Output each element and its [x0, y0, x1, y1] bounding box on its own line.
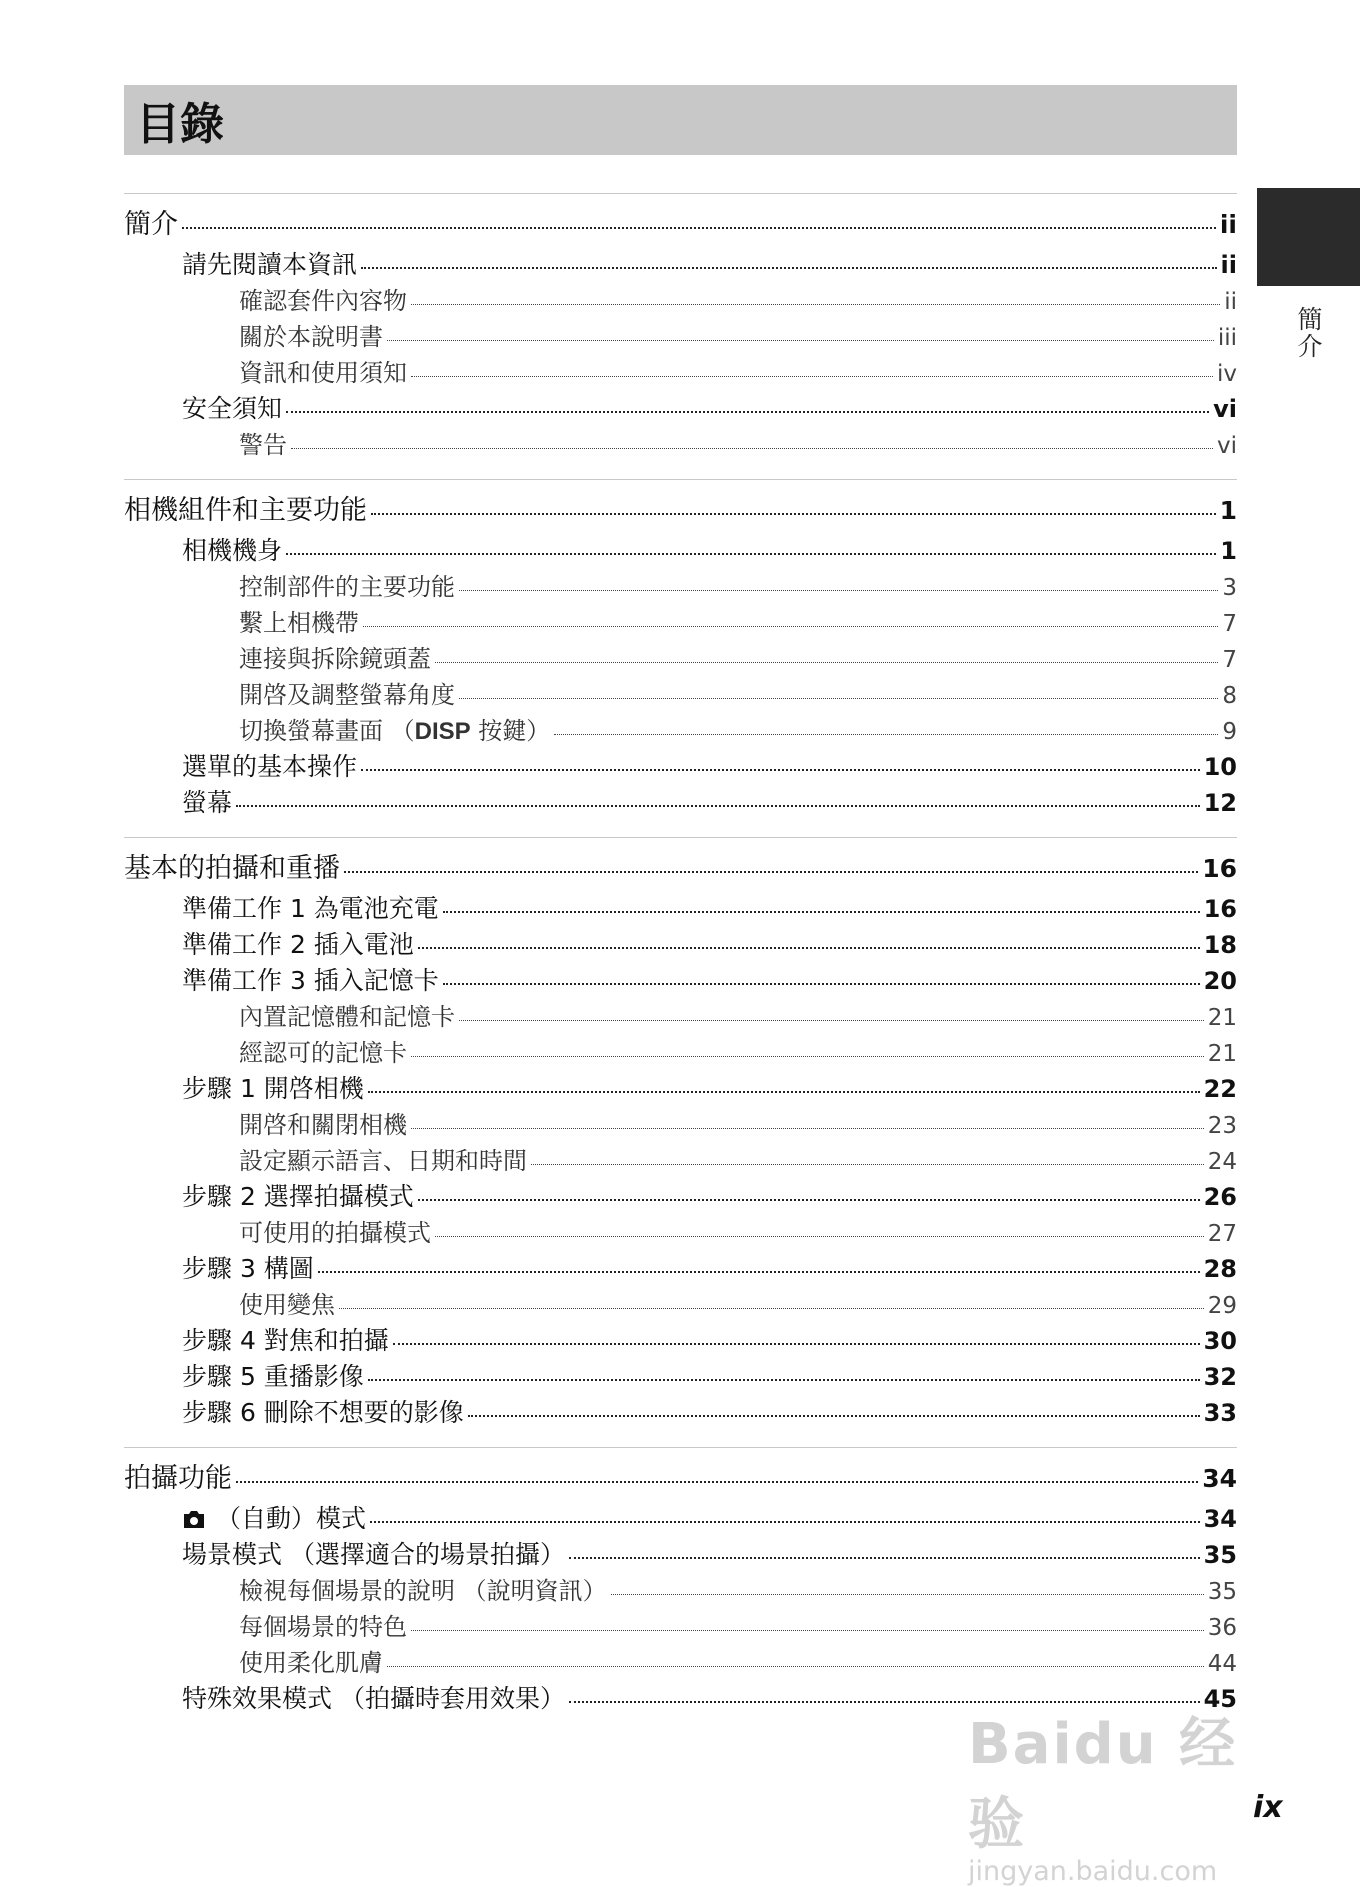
- toc-entry-text: 場景模式 （選擇適合的場景拍攝）: [182, 1540, 565, 1569]
- toc-entry-text: 經認可的記憶卡: [239, 1039, 407, 1067]
- toc-page-number: 27: [1207, 1221, 1237, 1247]
- toc-item[interactable]: [124, 1357, 1237, 1393]
- dot-leader: [344, 871, 1198, 873]
- toc-entry-label: [182, 1535, 565, 1571]
- toc-page-number: 30: [1203, 1327, 1237, 1355]
- dot-leader: [443, 911, 1200, 913]
- dot-leader: [459, 590, 1218, 591]
- toc-item[interactable]: [124, 1069, 1237, 1105]
- dot-leader: [236, 805, 1200, 807]
- dot-leader: [418, 1199, 1200, 1201]
- toc-page-number: 18: [1203, 931, 1237, 959]
- dot-leader: [418, 947, 1200, 949]
- toc-section: [124, 193, 1237, 469]
- toc-entry-text: 每個場景的特色: [239, 1613, 407, 1641]
- dot-leader: [368, 1091, 1200, 1093]
- toc-entry-label: [182, 925, 414, 961]
- dot-leader: [286, 411, 1209, 413]
- toc-page-number: 24: [1207, 1149, 1237, 1175]
- toc-entry-text: 控制部件的主要功能: [239, 573, 455, 601]
- toc-entry-label: [239, 997, 455, 1032]
- toc-page-number: 22: [1203, 1075, 1237, 1103]
- toc-item[interactable]: [124, 925, 1237, 961]
- dot-leader: [387, 1666, 1204, 1667]
- toc-item[interactable]: [124, 889, 1237, 925]
- toc-page-number: 33: [1203, 1399, 1237, 1427]
- toc-entry-label: [239, 425, 287, 460]
- toc-entry-text: 連接與拆除鏡頭蓋: [239, 645, 431, 673]
- toc-page-number: 23: [1207, 1113, 1237, 1139]
- toc-page-number: 12: [1203, 789, 1237, 817]
- dot-leader: [370, 1521, 1200, 1523]
- toc-chapter[interactable]: [124, 1456, 1237, 1499]
- toc-subitem[interactable]: [124, 711, 1237, 747]
- toc-entry-text: 可使用的拍攝模式: [239, 1219, 431, 1247]
- dot-leader: [286, 553, 1216, 555]
- toc-page-number: vi: [1216, 433, 1237, 459]
- toc-entry-label: [239, 1571, 607, 1606]
- dot-leader: [318, 1271, 1200, 1273]
- toc-entry-label: [239, 317, 383, 352]
- dot-leader: [435, 1236, 1204, 1237]
- toc-entry-text: 步驟 5 重播影像: [182, 1362, 364, 1391]
- toc-chapter[interactable]: [124, 202, 1237, 245]
- toc-entry-label: [182, 1069, 364, 1105]
- toc-subitem[interactable]: [124, 1643, 1237, 1679]
- toc-subitem[interactable]: [124, 1141, 1237, 1177]
- dot-leader: [411, 1128, 1204, 1129]
- toc-page-number: 34: [1203, 1505, 1237, 1533]
- toc-item[interactable]: [124, 961, 1237, 997]
- toc-section: [124, 837, 1237, 1437]
- toc-page-number: 1: [1219, 496, 1237, 525]
- toc-entry-label: [239, 603, 359, 638]
- toc-entry-text: 使用柔化肌膚: [239, 1649, 383, 1677]
- toc-entry-text: 準備工作 1 為電池充電: [182, 894, 439, 923]
- toc-subitem[interactable]: [124, 1213, 1237, 1249]
- toc-entry-label: [124, 488, 367, 527]
- toc-page-number: vi: [1213, 395, 1237, 423]
- toc-subitem[interactable]: [124, 675, 1237, 711]
- toc-entry-text: （自動）模式: [216, 1504, 367, 1533]
- toc-entry-label-post: 按鍵）: [470, 717, 551, 745]
- page-title: 目錄: [136, 99, 224, 150]
- toc-page-number: 16: [1203, 895, 1237, 923]
- toc-item[interactable]: [124, 1321, 1237, 1357]
- toc-page-number: 36: [1207, 1615, 1237, 1641]
- toc-chapter[interactable]: [124, 846, 1237, 889]
- toc-subitem[interactable]: [124, 1033, 1237, 1069]
- toc-page-number: 21: [1207, 1041, 1237, 1067]
- toc-entry-label: [182, 1393, 464, 1429]
- toc-entry-label: [239, 567, 455, 602]
- toc-entry-text: 準備工作 3 插入記憶卡: [182, 966, 439, 995]
- toc-page-number: iii: [1217, 325, 1237, 351]
- toc-item[interactable]: [124, 783, 1237, 819]
- dot-leader: [411, 304, 1220, 305]
- toc-entry-text: 繫上相機帶: [239, 609, 359, 637]
- toc-entry-label: [182, 1321, 389, 1357]
- toc-entry-label: [239, 711, 550, 746]
- dot-leader: [411, 376, 1213, 377]
- toc-entry-label-pre: 切換螢幕畫面 （: [239, 717, 415, 745]
- dot-leader: [387, 340, 1214, 341]
- toc-entry-text: 使用變焦: [239, 1291, 335, 1319]
- toc-entry-text: 資訊和使用須知: [239, 359, 407, 387]
- dot-leader: [443, 983, 1200, 985]
- toc-entry-label: [239, 1285, 335, 1320]
- dot-leader: [554, 734, 1218, 735]
- toc-entry-text: 拍攝功能: [124, 1463, 232, 1494]
- dot-leader: [361, 267, 1217, 269]
- toc-entry-text: 步驟 2 選擇拍攝模式: [182, 1182, 414, 1211]
- toc-page-number: ii: [1224, 289, 1237, 315]
- toc-entry-text: 內置記憶體和記憶卡: [239, 1003, 455, 1031]
- dot-leader: [393, 1343, 1200, 1345]
- toc-entry-text: 檢視每個場景的說明 （說明資訊）: [239, 1577, 607, 1605]
- toc-section-body: [124, 480, 1237, 827]
- dot-leader: [182, 227, 1216, 229]
- toc-subitem[interactable]: [124, 1607, 1237, 1643]
- toc-entry-text: 關於本說明書: [239, 323, 383, 351]
- toc-page-number: 7: [1222, 647, 1237, 673]
- watermark-main: Baidu 经验: [968, 1712, 1238, 1857]
- toc-page-number: 7: [1222, 611, 1237, 637]
- toc-entry-label: [182, 389, 282, 425]
- toc-section-body: [124, 1448, 1237, 1723]
- toc-page-number: 44: [1207, 1651, 1237, 1677]
- toc-entry-text: 基本的拍攝和重播: [124, 853, 340, 884]
- toc-entry-label: [124, 1456, 232, 1495]
- toc-entry-label: [182, 747, 357, 783]
- toc-page-number: 32: [1203, 1363, 1237, 1391]
- toc-entry-text: 步驟 6 刪除不想要的影像: [182, 1398, 464, 1427]
- toc-subitem[interactable]: [124, 997, 1237, 1033]
- toc-entry-text: 確認套件內容物: [239, 287, 407, 315]
- dot-leader: [236, 1481, 1198, 1483]
- dot-leader: [371, 513, 1216, 515]
- toc-subitem[interactable]: [124, 567, 1237, 603]
- toc-entry-label: [182, 783, 232, 819]
- dot-leader: [531, 1164, 1204, 1165]
- toc-page-number: 10: [1203, 753, 1237, 781]
- toc-entry-text: 相機機身: [182, 536, 283, 565]
- toc-entry-text: 準備工作 2 插入電池: [182, 930, 414, 959]
- toc-entry-label: [182, 245, 357, 281]
- dot-leader: [291, 448, 1213, 449]
- toc-entry-label: [182, 1249, 314, 1285]
- toc-page-number: 28: [1203, 1255, 1237, 1283]
- toc-subitem[interactable]: [124, 281, 1237, 317]
- toc-item[interactable]: [124, 531, 1237, 567]
- toc-subitem[interactable]: [124, 317, 1237, 353]
- dot-leader: [339, 1308, 1204, 1309]
- toc-subitem[interactable]: [124, 603, 1237, 639]
- toc-page-number: 20: [1203, 967, 1237, 995]
- toc-item[interactable]: [124, 245, 1237, 281]
- dot-leader: [569, 1557, 1200, 1559]
- toc-entry-text: 相機組件和主要功能: [124, 495, 367, 526]
- toc-entry-label: [182, 1679, 565, 1715]
- watermark-url: jingyan.baidu.com: [968, 1856, 1218, 1887]
- toc-subitem[interactable]: [124, 425, 1237, 461]
- toc-entry-text: 開啓和關閉相機: [239, 1111, 407, 1139]
- toc-page-number: 45: [1203, 1685, 1237, 1713]
- title-bar: [124, 85, 1237, 155]
- toc-entry-label: [182, 1357, 364, 1393]
- toc-item[interactable]: [124, 1535, 1237, 1571]
- dot-leader: [459, 1020, 1204, 1021]
- toc-entry-text: 安全須知: [182, 394, 283, 423]
- toc-entry-text: 設定顯示語言、日期和時間: [239, 1147, 527, 1175]
- dot-leader: [363, 626, 1218, 627]
- toc-entry-label: [182, 1177, 414, 1213]
- toc-entry-text: 開啓及調整螢幕角度: [239, 681, 455, 709]
- toc-entry-label: [239, 1033, 407, 1068]
- disp-key-label: DISP: [414, 718, 471, 745]
- toc-item[interactable]: [124, 389, 1237, 425]
- side-tab-block: [1257, 188, 1360, 286]
- toc-page-number: 26: [1203, 1183, 1237, 1211]
- toc-page-number: 29: [1207, 1293, 1237, 1319]
- toc-entry-label: [182, 889, 439, 925]
- toc-page-number: 8: [1222, 683, 1237, 709]
- toc-section: [124, 479, 1237, 827]
- toc-page-number: 16: [1202, 854, 1237, 883]
- toc-entry-label: [239, 1607, 407, 1642]
- toc-entry-label: [239, 639, 431, 674]
- table-of-contents: [124, 193, 1237, 1723]
- camera-icon: [182, 1507, 206, 1537]
- side-tab-label: 簡介: [1294, 306, 1323, 360]
- toc-subitem[interactable]: [124, 1571, 1237, 1607]
- watermark: [968, 1700, 1268, 1887]
- toc-subitem[interactable]: [124, 353, 1237, 389]
- toc-entry-text: 步驟 4 對焦和拍攝: [182, 1326, 389, 1355]
- toc-page-number: 3: [1222, 575, 1237, 601]
- toc-page-number: 34: [1202, 1464, 1237, 1493]
- toc-entry-label: [124, 846, 340, 885]
- toc-page-number: 9: [1222, 719, 1237, 745]
- toc-page-number: ii: [1219, 210, 1237, 239]
- toc-entry-label: [239, 1105, 407, 1140]
- toc-item[interactable]: [124, 1249, 1237, 1285]
- toc-page-number: 35: [1207, 1579, 1237, 1605]
- toc-item[interactable]: [124, 1393, 1237, 1429]
- toc-entry-text: 螢幕: [182, 788, 233, 817]
- toc-item[interactable]: [124, 1177, 1237, 1213]
- dot-leader: [368, 1379, 1200, 1381]
- toc-entry-label: [182, 1499, 366, 1537]
- dot-leader: [468, 1415, 1200, 1417]
- dot-leader: [411, 1056, 1204, 1057]
- toc-entry-text: 警告: [239, 431, 287, 459]
- dot-leader: [435, 662, 1218, 663]
- toc-entry-label: [239, 353, 407, 388]
- toc-entry-text: 步驟 1 開啓相機: [182, 1074, 364, 1103]
- toc-page-number: 21: [1207, 1005, 1237, 1031]
- dot-leader: [459, 698, 1218, 699]
- toc-entry-label: [239, 1141, 527, 1176]
- toc-subitem[interactable]: [124, 1285, 1237, 1321]
- toc-entry-label: [239, 1643, 383, 1678]
- toc-entry-label: [182, 961, 439, 997]
- toc-entry-label: [239, 281, 407, 316]
- dot-leader: [361, 769, 1200, 771]
- toc-entry-text: 請先閱讀本資訊: [182, 250, 358, 279]
- toc-item[interactable]: [124, 1499, 1237, 1535]
- dot-leader: [411, 1630, 1204, 1631]
- toc-entry-text: 選單的基本操作: [182, 752, 358, 781]
- toc-entry-text: 特殊效果模式 （拍攝時套用效果）: [182, 1684, 565, 1713]
- dot-leader: [611, 1594, 1204, 1595]
- toc-section: [124, 1447, 1237, 1723]
- toc-section-body: [124, 194, 1237, 469]
- toc-page-number: 1: [1220, 537, 1237, 565]
- toc-subitem[interactable]: [124, 1105, 1237, 1141]
- toc-entry-text: 步驟 3 構圖: [182, 1254, 314, 1283]
- toc-section-body: [124, 838, 1237, 1437]
- page-number: ix: [1253, 1790, 1283, 1825]
- toc-chapter[interactable]: [124, 488, 1237, 531]
- toc-entry-label: [124, 202, 178, 241]
- toc-entry-label: [239, 1213, 431, 1248]
- toc-entry-label: [182, 531, 282, 567]
- toc-entry-label: [239, 675, 455, 710]
- toc-page-number: iv: [1216, 361, 1237, 387]
- toc-item[interactable]: [124, 747, 1237, 783]
- toc-page-number: ii: [1220, 251, 1237, 279]
- toc-entry-text: 簡介: [124, 209, 178, 240]
- toc-subitem[interactable]: [124, 639, 1237, 675]
- toc-page-number: 35: [1203, 1541, 1237, 1569]
